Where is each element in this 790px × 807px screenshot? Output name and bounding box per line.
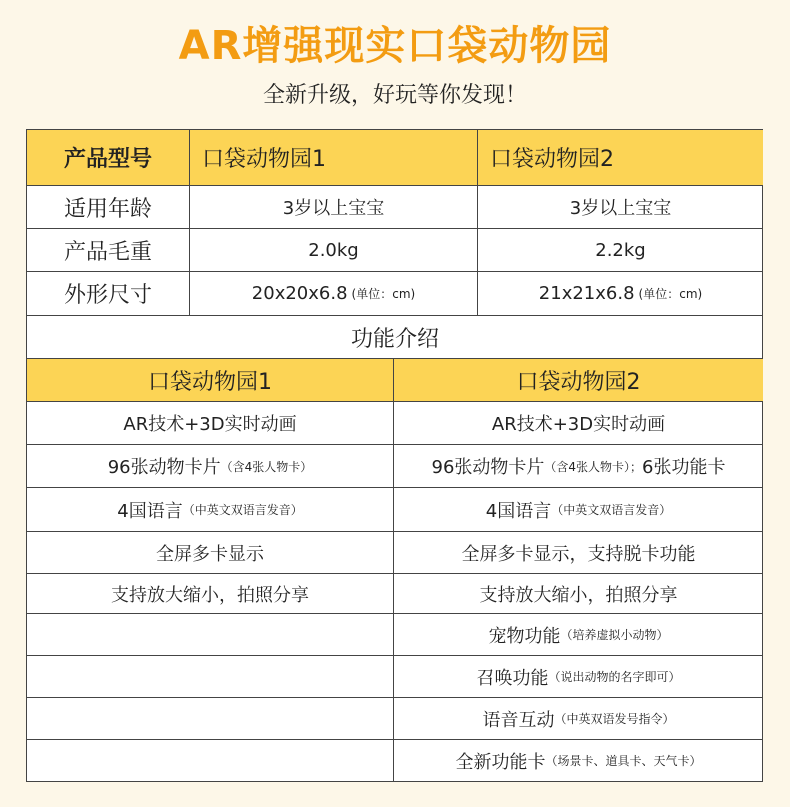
spec-age-zoo2: 3岁以上宝宝 [478, 186, 763, 229]
feature-text: 支持放大缩小，拍照分享 [111, 584, 309, 606]
features-header-zoo2: 口袋动物园2 [394, 359, 763, 402]
spec-label-weight: 产品毛重 [27, 229, 190, 272]
spec-weight-zoo2: 2.2kg [478, 229, 763, 272]
spec-size-zoo2 [478, 272, 763, 316]
feature-text: AR技术+3D实时动画 [123, 414, 297, 435]
feature-note: （含4张人物卡） [220, 459, 313, 474]
feature-zoo1-row-3 [27, 488, 394, 532]
spec-size-zoo1 [190, 272, 478, 316]
spec-header-model: 产品型号 [27, 130, 190, 186]
feature-note: （中英双语发号指令） [554, 712, 675, 726]
features-header-zoo1: 口袋动物园1 [27, 359, 394, 402]
feature-note: （说出动物的名字即可） [548, 670, 681, 684]
feature-zoo2-row-1 [394, 402, 763, 445]
feature-zoo2-row-7 [394, 656, 763, 698]
spec-header-zoo1: 口袋动物园1 [190, 130, 478, 186]
feature-note: （含4张人物卡）； [544, 459, 643, 474]
feature-text: 全屏多卡显示，支持脱卡功能 [461, 543, 696, 565]
feature-text: AR技术+3D实时动画 [491, 414, 666, 435]
feature-zoo2-row-4 [394, 532, 763, 574]
spec-weight-zoo1: 2.0kg [190, 229, 478, 272]
feature-zoo2-row-9 [394, 740, 763, 781]
feature-note: （中英文双语言发音） [182, 503, 303, 517]
features-title: 功能介绍 [27, 316, 763, 359]
feature-text: 全屏多卡显示 [156, 543, 264, 565]
feature-text: 全新功能卡 [455, 751, 546, 773]
feature-zoo1-row-1 [27, 402, 394, 445]
spec-header-zoo2: 口袋动物园2 [478, 130, 763, 186]
spec-size-zoo1-unit: (单位：cm) [351, 287, 416, 301]
feature-zoo2-row-8 [394, 698, 763, 740]
feature-text: 宠物功能 [488, 625, 561, 647]
feature-zoo1-row-5 [27, 574, 394, 614]
feature-zoo2-row-6 [394, 614, 763, 656]
page-subtitle: 全新升级，好玩等你发现！ [262, 83, 527, 108]
feature-zoo1-row-6 [27, 614, 394, 656]
feature-zoo2-row-2 [394, 445, 763, 488]
page-title: AR增强现实口袋动物园 [178, 23, 612, 69]
feature-text-tail: 6张功能卡 [642, 457, 726, 478]
feature-text: 96张动物卡片 [431, 457, 545, 478]
spec-age-zoo1: 3岁以上宝宝 [190, 186, 478, 229]
feature-text: 召唤功能 [476, 667, 549, 689]
feature-text: 96张动物卡片 [107, 457, 221, 478]
feature-note: （场景卡、道具卡、天气卡） [545, 754, 702, 768]
feature-note: （中英文双语言发音） [551, 503, 672, 517]
spec-label-size: 外形尺寸 [27, 272, 190, 316]
feature-zoo1-row-7 [27, 656, 394, 698]
product-table [26, 129, 763, 782]
feature-zoo1-row-2 [27, 445, 394, 488]
feature-zoo1-row-8 [27, 698, 394, 740]
feature-zoo2-row-5 [394, 574, 763, 614]
feature-text: 语音互动 [482, 709, 555, 731]
feature-text: 4国语言 [485, 500, 552, 522]
spec-size-zoo2-unit: (单位：cm) [638, 287, 703, 301]
feature-text: 4国语言 [117, 500, 183, 522]
spec-size-zoo1-value: 20x20x6.8 [251, 283, 348, 304]
spec-label-age: 适用年龄 [27, 186, 190, 229]
spec-size-zoo2-value: 21x21x6.8 [538, 283, 635, 304]
feature-zoo1-row-4 [27, 532, 394, 574]
feature-zoo2-row-3 [394, 488, 763, 532]
feature-note: （培养虚拟小动物） [560, 628, 669, 642]
feature-zoo1-row-9 [27, 740, 394, 781]
feature-text: 支持放大缩小，拍照分享 [479, 584, 678, 606]
